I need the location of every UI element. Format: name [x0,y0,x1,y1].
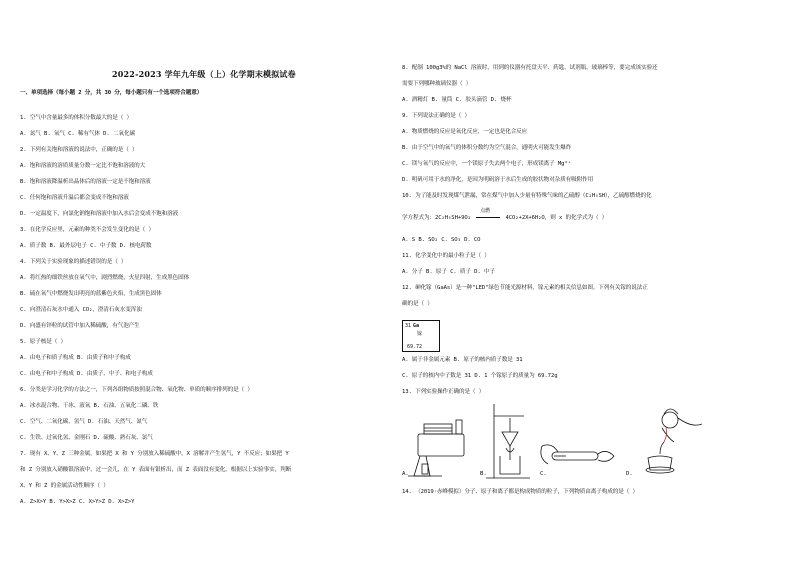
question-line: 14. （2019·赤峰模拟）分子、原子和离子都是构成物质的粒子，下列物质由离子构成的是（ ） [402,489,638,495]
option-line: A. 饱和溶液的溶质质量分数一定比不饱和溶液的大 [20,163,146,169]
option-line: A. 分子 B. 原子 C. 质子 D. 中子 [402,269,495,275]
atomic-mass: 69.72 [407,344,423,350]
question-line: 11. 化学变化中的最小粒子是（ ） [402,253,490,259]
balance-illustration [408,420,464,476]
equation-line [402,208,608,222]
question-line: 9. 下列说法正确的是（ ） [402,113,471,119]
option-line: A. 酒精灯 B. 量筒 C. 胶头滴管 D. 烧杯 [402,97,512,103]
option-line: D. 一定温度下，向氯化钠饱和溶液中加入水后会变成不饱和溶液 [20,211,179,217]
option-line: A. 由电子和质子构成 B. 由质子和中子构成 [20,355,131,361]
question-line: 8. 配制 100g3%的 NaCl 溶液时，用到的仪器有托盘天平、药匙、试剂瓶、玻璃棒等，要完成该实验还 [402,65,658,71]
equation-condition [474,208,502,222]
question-line: 1. 空气中含量最多的体积分数最大的是（ ） [20,115,132,121]
option-line: C. 由电子和中子构成 D. 由质子、中子、和电子构成 [20,371,153,377]
question-line: 6. 分类是学习化学的方法之一，下列各组物质按照混合物、氧化物、单质的顺序排列的是（ ） [20,387,253,393]
equation-condition-label: 点燃 [480,208,491,214]
filtration-stand-illustration [486,404,530,478]
alcohol-lamp-illustration [646,409,702,473]
option-line: A. S B. SO₂ C. SO₃ D. CO [402,237,481,243]
section-heading: 一、单项选择（每小题 2 分，共 30 分，每小题只有一个选项符合题意） [20,90,203,96]
equation-arrow [476,217,500,218]
option-line: B. 饱和溶液降温析出晶体后的溶液一定是不饱和溶液 [20,179,151,185]
option-line: A. 物质燃烧的反应是氧化反应，一定也是化合反应 [402,129,528,135]
option-line: D. 向盛有锌粒的试管中加入稀硫酸，有气泡产生 [20,323,140,329]
option-line: C. 镁与氧气的反应中，一个镁原子失去两个电子，形成镁离子 Mg²⁺ [402,161,571,167]
figure-label-d: D. [626,471,633,477]
question-line: 和 Z 分别放入硝酸银溶液中，过一会儿，在 Y 表面有银析出，而 Z 表面没有变化。根据以上实验事实，判断 [20,467,292,473]
option-line: A. 冰水混合物、干冰、液氧 B. 石油、五氧化二磷、铁 [20,403,159,409]
element-symbol: Ga [413,323,420,329]
question-line: X、Y 和 Z 的金属活动性顺序（ ） [20,483,109,489]
figure-label-c: C. [540,471,547,477]
figure-label-a: A. [402,471,409,477]
option-line: A. Z>X>Y B. Y>X>Z C. X>Y>Z D. X>Z>Y [20,499,135,505]
question-line: 3. 在化学反应里，元素的种类不会发生变化的是（ ） [20,227,154,233]
option-line: D. 明矾可用于水的净化，是因为明矾溶于水后生成的胶状物对杂质有吸附作用 [402,177,594,183]
option-line: C. 原子的核内中子数是 31 D. 1 个镓原子的质量为 69.72g [402,373,558,379]
question-line: 确的是（ ） [402,301,433,307]
option-line: C. 任何饱和溶液升温后都会变成不饱和溶液 [20,195,129,201]
question-line: 2. 下列有关饱和溶液的说法中，正确的是（ ） [20,147,138,153]
test-tube-illustration [541,445,614,464]
option-line: C. 空气、二氧化碳、氢气 D. 石油、天然气、氮气 [20,419,148,425]
page-title: 2022-2023 学年九年级（上）化学期末模拟试卷 [112,69,296,79]
figure-label-b: B. [480,471,487,477]
option-line: A. 属于非金属元素 B. 原子的核内质子数是 31 [402,357,523,363]
equation-rhs: 4CO₂+2X+6H₂O，则 x 的化学式为（ ） [505,215,608,221]
question-line: 12. 砷化镓（GaAs）是一种"LED"绿色节能光源材料，镓元素的相关信息如图。下列有关镓的说法正 [402,285,648,291]
option-line: C. 向澄清石灰水中通入 CO₂，澄清石灰水变浑浊 [20,307,142,313]
lab-operations-figure [402,398,782,480]
question-line: 5. 原子核是（ ） [20,339,67,345]
question-line: 4. 下列关于实验现象的描述错误的是（ ） [20,259,127,265]
question-line: 13. 下列实验操作正确的是（ ） [402,389,485,395]
element-name: 镓 [417,331,423,337]
equation-lhs: 学方程式为：2C₂H₅SH+9O₂ [402,215,471,221]
option-line: A. 氮气 B. 氧气 C. 稀有气体 D. 二氧化碳 [20,131,135,137]
atomic-number: 31 [405,323,412,329]
question-line: 10. 为了能及时发现煤气泄漏，常在煤气中加入少量有特殊气味的乙硫醇（C₂H₅SH），乙硫醇燃烧的化 [402,193,652,199]
question-line: 需要下列哪种玻璃仪器（ ） [402,81,472,87]
option-line: C. 生铁、过氧化氢、金刚石 D. 硫酸、熟石灰、氯气 [20,435,153,441]
option-line: A. 将红热的细铁丝放在氧气中，剧烈燃烧，火星四射，生成黑色固体 [20,275,190,281]
option-line: B. 由于空气中的氧气的体积分数约为空气混合，通明火可能发生爆炸 [402,145,572,151]
option-line: A. 质子数 B. 最外层电子 C. 中子数 D. 核电荷数 [20,243,152,249]
element-info-box [402,320,440,352]
option-line: B. 硫在氧气中燃烧发出明亮的蓝紫色火焰，生成黑色固体 [20,291,162,297]
question-line: 7. 现有 X、Y、Z 三种金属，如果把 X 和 Y 分别放入稀硫酸中，X 溶解并产生氢气，Y 不反应；如果把 Y [20,451,289,457]
